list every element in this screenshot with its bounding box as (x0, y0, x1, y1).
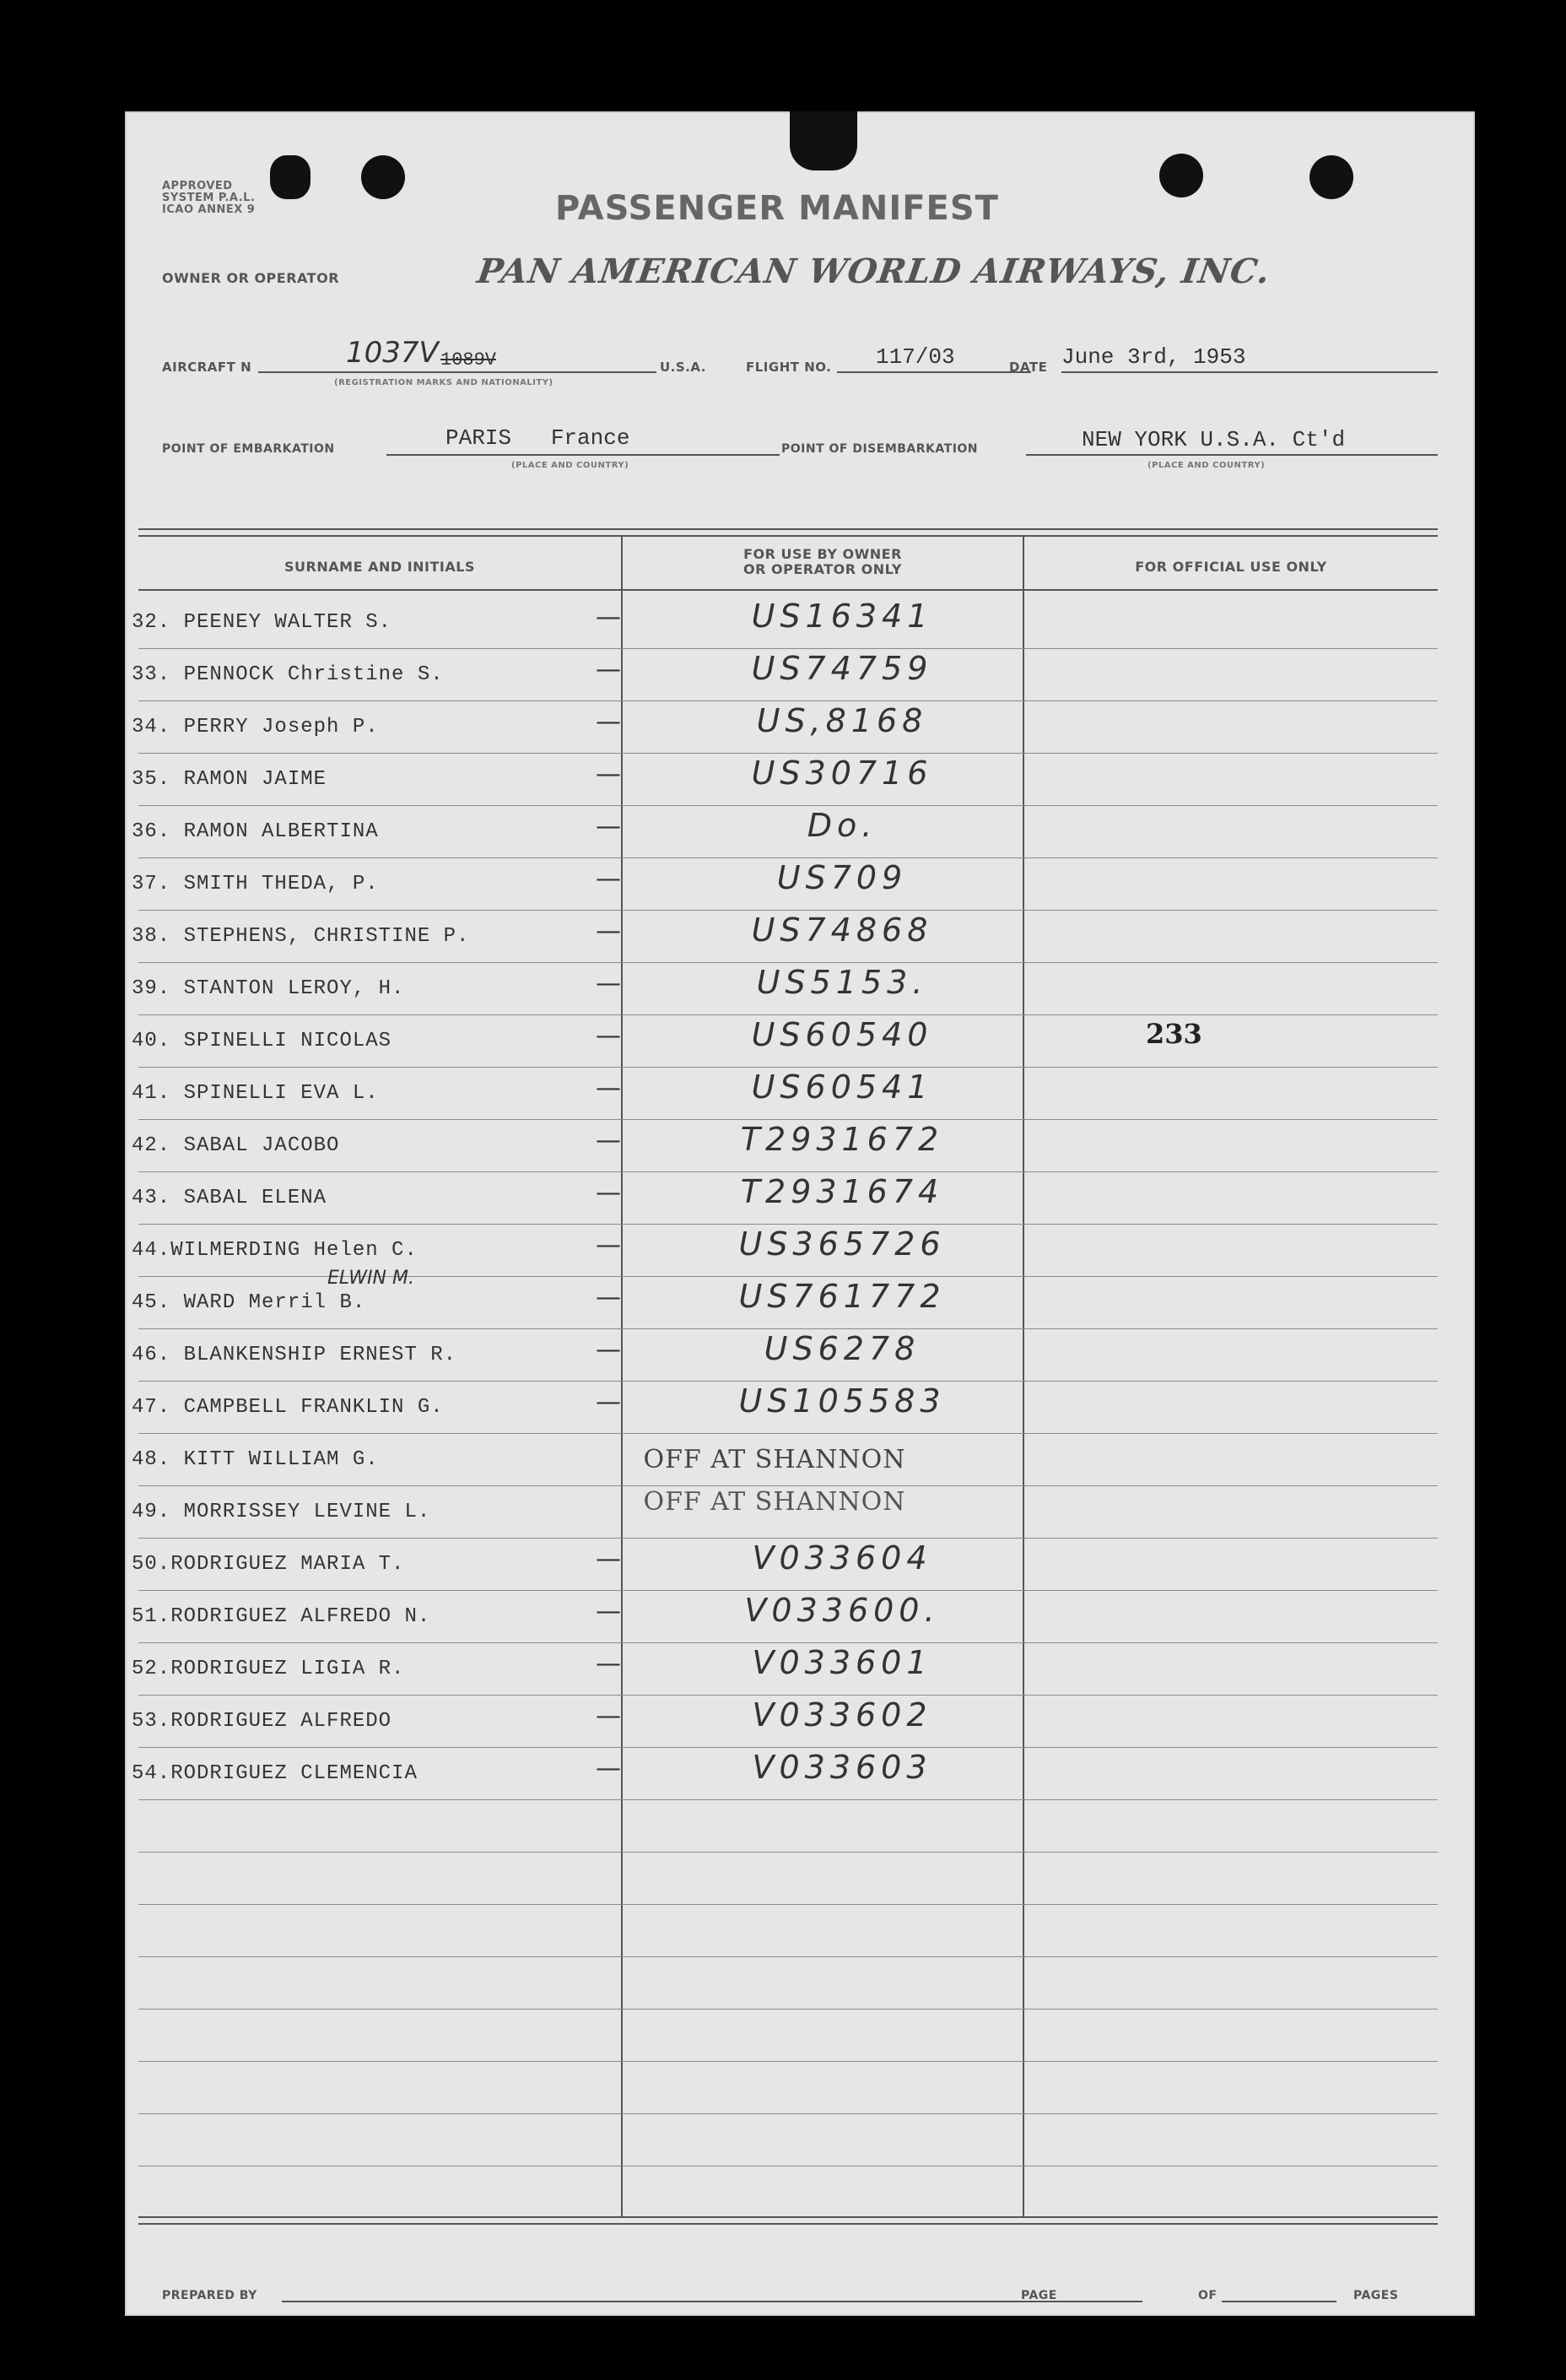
row-rule (138, 1119, 1438, 1120)
passport-number: US30716 (751, 755, 933, 792)
passport-number: US,8168 (756, 702, 928, 739)
tick-mark: — (596, 1701, 621, 1731)
passenger-name: 39. STANTON LEROY, H. (132, 977, 405, 1000)
passenger-name: 37. SMITH THEDA, P. (132, 873, 379, 895)
disembark-underline (1026, 454, 1438, 456)
flight-value: 117/03 (876, 344, 955, 370)
date-label: DATE (1009, 360, 1048, 375)
passenger-name: 45. WARD Merril B. (132, 1291, 366, 1314)
tick-mark: — (596, 1021, 621, 1051)
passenger-name: 38. STEPHENS, CHRISTINE P. (132, 925, 470, 948)
tick-mark: — (596, 1754, 621, 1783)
row-rule (138, 1747, 1438, 1748)
column-divider-1 (621, 537, 623, 2216)
passport-number: US6278 (764, 1330, 921, 1367)
row-rule (138, 1852, 1438, 1853)
approval-notice: APPROVED SYSTEM P.A.L. ICAO ANNEX 9 (162, 180, 256, 216)
row-rule (138, 1485, 1438, 1486)
embark-label: POINT OF EMBARKATION (162, 442, 335, 456)
passport-number: US5153. (756, 964, 928, 1001)
passport-number: V033600. (744, 1592, 940, 1629)
row-rule (138, 1956, 1438, 1957)
tick-mark: — (596, 1597, 621, 1626)
disembark-value: NEW YORK U.S.A. Ct'd (1082, 427, 1346, 452)
shannon-stamp-49: OFF AT SHANNON (643, 1487, 906, 1517)
passport-number: Do. (807, 807, 878, 844)
passenger-name: 34. PERRY Joseph P. (132, 716, 379, 738)
col-header-official: FOR OFFICIAL USE ONLY (1135, 559, 1327, 575)
official-note: 233 (1146, 1018, 1202, 1050)
date-value: June 3rd, 1953 (1061, 344, 1246, 370)
tick-mark: — (596, 655, 621, 684)
passport-number: V033604 (752, 1539, 932, 1577)
owner-label: OWNER OR OPERATOR (162, 270, 340, 286)
form-title: PASSENGER MANIFEST (555, 189, 999, 228)
row-rule (138, 1328, 1438, 1329)
punch-hole-right-1 (1159, 154, 1203, 197)
aircraft-underline (258, 371, 656, 373)
manifest-sheet (125, 111, 1475, 2316)
passenger-name: 42. SABAL JACOBO (132, 1134, 340, 1157)
passenger-name: 46. BLANKENSHIP ERNEST R. (132, 1344, 457, 1366)
passenger-name: 54.RODRIGUEZ CLEMENCIA (132, 1762, 418, 1785)
tick-mark: — (596, 1231, 621, 1260)
passport-number: US60541 (751, 1068, 933, 1106)
tick-mark: — (596, 760, 621, 789)
of-label: OF (1198, 2289, 1218, 2302)
row-rule (138, 1381, 1438, 1382)
passenger-name: 36. RAMON ALBERTINA (132, 820, 379, 843)
column-divider-2 (1023, 537, 1024, 2216)
tick-mark: — (596, 603, 621, 632)
passport-number: US74759 (751, 650, 933, 687)
row-rule (138, 1642, 1438, 1643)
table-bottom-rule-2 (138, 2223, 1438, 2225)
passenger-name: 40. SPINELLI NICOLAS (132, 1030, 392, 1052)
passport-number: V033603 (752, 1749, 932, 1786)
passenger-name: 53.RODRIGUEZ ALFREDO (132, 1710, 392, 1733)
aircraft-value: 1037V (346, 336, 439, 370)
passenger-name: 41. SPINELLI EVA L. (132, 1082, 379, 1105)
tick-mark: — (596, 1074, 621, 1103)
row-rule (138, 2061, 1438, 2062)
passport-number: T2931674 (740, 1173, 944, 1210)
disembark-label: POINT OF DISEMBARKATION (781, 442, 979, 456)
binder-clip (790, 111, 857, 170)
passenger-name: 44.WILMERDING Helen C. (132, 1239, 418, 1262)
tick-mark: — (596, 1283, 621, 1312)
embark-underline (386, 454, 780, 456)
aircraft-struck-value: 1089V (440, 349, 497, 371)
row-rule (138, 700, 1438, 701)
company-name: PAN AMERICAN WORLD AIRWAYS, INC. (474, 252, 1273, 291)
passenger-name: 43. SABAL ELENA (132, 1187, 327, 1209)
row-rule (138, 1695, 1438, 1696)
row-rule (138, 857, 1438, 858)
pages-label: PAGES (1353, 2289, 1399, 2302)
tick-mark: — (596, 1649, 621, 1679)
tick-mark: — (596, 1335, 621, 1365)
tick-mark: — (596, 864, 621, 894)
page-of-underline (1222, 2301, 1336, 2302)
row-rule (138, 962, 1438, 963)
col-header-surname: SURNAME AND INITIALS (284, 559, 475, 575)
aircraft-label: AIRCRAFT N (162, 360, 252, 375)
tick-mark: — (596, 1178, 621, 1208)
row45-handwritten-insert: ELWIN M. (327, 1268, 414, 1289)
page-label: PAGE (1021, 2289, 1057, 2302)
passport-number: US365726 (738, 1225, 946, 1263)
row-rule (138, 805, 1438, 806)
passenger-name: 49. MORRISSEY LEVINE L. (132, 1501, 431, 1523)
row-rule (138, 2113, 1438, 2114)
passport-number: T2931672 (740, 1121, 944, 1158)
flight-label: FLIGHT NO. (746, 360, 832, 375)
row-rule (138, 1224, 1438, 1225)
row-rule (138, 1171, 1438, 1172)
prepared-by-label: PREPARED BY (162, 2289, 257, 2302)
nationality-label: U.S.A. (660, 360, 706, 375)
tick-mark: — (596, 707, 621, 737)
row-rule (138, 648, 1438, 649)
row-rule (138, 1904, 1438, 1905)
col-header-owner-use: FOR USE BY OWNER OR OPERATOR ONLY (743, 546, 902, 577)
prepared-by-underline (282, 2301, 1142, 2302)
date-underline (1061, 371, 1438, 373)
aircraft-sublabel: (REGISTRATION MARKS AND NATIONALITY) (334, 378, 554, 387)
punch-hole-right-2 (1310, 155, 1353, 199)
passport-number: US709 (776, 859, 908, 896)
row-rule (138, 1538, 1438, 1539)
punch-hole-left (361, 155, 405, 199)
tick-mark: — (596, 1544, 621, 1574)
tick-mark: — (596, 1126, 621, 1155)
tick-mark: — (596, 1387, 621, 1417)
passenger-name: 50.RODRIGUEZ MARIA T. (132, 1553, 405, 1576)
ink-blot (270, 155, 310, 199)
row-rule (138, 1067, 1438, 1068)
row-rule (138, 1014, 1438, 1015)
passenger-name: 47. CAMPBELL FRANKLIN G. (132, 1396, 444, 1419)
tick-mark: — (596, 812, 621, 841)
passenger-name: 48. KITT WILLIAM G. (132, 1448, 379, 1471)
passport-number: V033602 (752, 1696, 932, 1734)
disembark-sublabel: (PLACE AND COUNTRY) (1148, 461, 1266, 470)
passenger-name: 32. PEENEY WALTER S. (132, 611, 392, 634)
passenger-name: 51.RODRIGUEZ ALFREDO N. (132, 1605, 431, 1628)
passport-number: US105583 (738, 1382, 946, 1420)
tick-mark: — (596, 969, 621, 998)
table-bottom-rule-1 (138, 2216, 1438, 2218)
passenger-name: 35. RAMON JAIME (132, 768, 327, 791)
row-rule (138, 1433, 1438, 1434)
table-top-rule-2 (138, 535, 1438, 537)
flight-underline (837, 371, 1031, 373)
passenger-name: 33. PENNOCK Christine S. (132, 663, 444, 686)
passport-number: US74868 (751, 911, 933, 949)
passport-number: US16341 (751, 598, 933, 635)
row-rule (138, 753, 1438, 754)
passenger-name: 52.RODRIGUEZ LIGIA R. (132, 1658, 405, 1680)
row-rule (138, 1590, 1438, 1591)
row-rule (138, 910, 1438, 911)
tick-mark: — (596, 917, 621, 946)
header-bottom-rule (138, 589, 1438, 591)
passport-number: V033601 (752, 1644, 932, 1681)
passport-number: US60540 (751, 1016, 933, 1053)
row-rule (138, 1799, 1438, 1800)
table-top-rule-1 (138, 528, 1438, 530)
shannon-stamp-48: OFF AT SHANNON (643, 1445, 906, 1474)
passport-number: US761772 (738, 1278, 946, 1315)
embark-sublabel: (PLACE AND COUNTRY) (511, 461, 629, 470)
embark-value: PARIS France (446, 425, 630, 451)
